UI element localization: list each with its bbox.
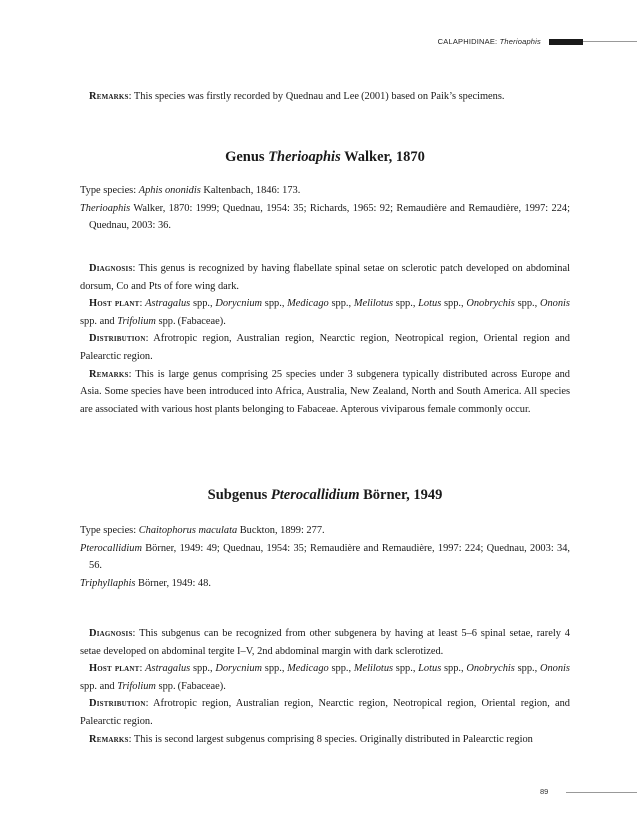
- host-name: Astragalus: [145, 663, 191, 675]
- host-suffix: spp.,: [190, 298, 216, 310]
- host-plant-heading: Host plant: [89, 663, 140, 675]
- running-head: [0, 36, 637, 48]
- distribution-heading: Distribution: [89, 333, 146, 345]
- host-plant-heading: Host plant: [89, 298, 140, 310]
- host-suffix: spp.,: [393, 663, 419, 675]
- distribution-text: : Afrotropic region, Australian region, Nearctic region, Neotropical region, Oriental region, and Palearctic region.: [80, 698, 570, 727]
- host-suffix: spp.,: [328, 298, 354, 310]
- subgenus-synonym: [80, 575, 570, 593]
- host-suffix: spp.,: [262, 298, 288, 310]
- host-suffix: spp.,: [514, 663, 540, 675]
- host-name: Onobrychis: [466, 663, 515, 675]
- footer-rule: [566, 792, 637, 793]
- host-name: Trifolium: [117, 680, 156, 692]
- remarks-paragraph: [80, 88, 570, 106]
- genus-title: [80, 147, 570, 167]
- host-name: Lotus: [418, 298, 442, 310]
- genus-title-pre: Genus: [225, 149, 269, 165]
- subgenus-title-pre: Subgenus: [207, 487, 271, 503]
- remarks-text: : This is second largest subgenus comprising 8 species. Originally distributed in Palearctic region: [128, 733, 533, 745]
- remarks-text: : This species was firstly recorded by Quednau and Lee (2001) based on Paik’s specimens.: [128, 91, 505, 102]
- subgenus-remarks: [80, 731, 570, 749]
- diagnosis-heading: Diagnosis: [89, 628, 133, 639]
- type-label: Type species:: [80, 185, 139, 196]
- host-suffix: spp. (Fabaceae).: [155, 680, 226, 692]
- distribution-heading: Distribution: [89, 698, 146, 710]
- host-name: Onobrychis: [466, 298, 515, 310]
- host-suffix: spp. (Fabaceae).: [155, 315, 226, 327]
- host-suffix: spp.,: [441, 663, 467, 675]
- host-suffix: spp.,: [441, 298, 467, 310]
- genus-synonym: [80, 200, 570, 235]
- subgenus-diagnosis: [80, 625, 570, 660]
- host-suffix: spp.,: [393, 298, 419, 310]
- remarks-heading: Remarks: [89, 91, 129, 102]
- host-sep: :: [139, 298, 146, 310]
- running-head-rule: [583, 41, 637, 42]
- diagnosis-text: : This subgenus can be recognized from other subgenera by having at least 5–6 spinal setae, rarely 4 setae developed on abdominal tergite I–V, 2nd abdominal margin with dark sclerotized.: [80, 628, 570, 657]
- host-name: Ononis: [539, 298, 570, 310]
- host-name: Ononis: [539, 663, 570, 675]
- running-head-text: [438, 36, 541, 48]
- genus-host-plant: [80, 295, 570, 330]
- type-name: Chaitophorus maculata: [138, 525, 238, 536]
- subgenus-details: [80, 625, 570, 748]
- synonym-citation: Börner, 1949: 49; Quednau, 1954: 35; Remaudière and Remaudière, 1997: 224; Quednau, 2003: 34, 56.: [89, 542, 570, 572]
- host-suffix: spp. and: [80, 680, 118, 692]
- host-suffix: spp.,: [262, 663, 288, 675]
- type-citation: Kaltenbach, 1846: 173.: [200, 185, 301, 196]
- host-name: Melilotus: [353, 298, 394, 310]
- diagnosis-text: : This genus is recognized by having flabellate spinal setae on sclerotic patch developed on abdominal dorsum, Co and Pts of fore wing dark.: [80, 263, 570, 292]
- synonym-name: Pterocallidium: [80, 542, 142, 554]
- host-name: Astragalus: [145, 298, 191, 310]
- subgenus-host-plant: [80, 660, 570, 695]
- host-suffix: spp.,: [514, 298, 540, 310]
- host-sep: :: [139, 663, 146, 675]
- diagnosis-heading: Diagnosis: [89, 263, 133, 274]
- type-label: Type species:: [80, 525, 139, 536]
- subgenus-title: [80, 485, 570, 505]
- genus-title-author: Walker, 1870: [340, 149, 425, 165]
- host-suffix: spp. and: [80, 315, 118, 327]
- host-suffix: spp.,: [328, 663, 354, 675]
- running-head-bar: [549, 39, 583, 45]
- host-name: Medicago: [287, 298, 329, 310]
- genus-distribution: [80, 330, 570, 365]
- type-citation: Buckton, 1899: 277.: [237, 525, 325, 536]
- subgenus-synonymy: [80, 522, 570, 592]
- genus-remarks: [80, 366, 570, 419]
- running-head-genus: Therioaphis: [499, 37, 541, 46]
- remarks-text: : This is large genus comprising 25 species under 3 subgenera typically distributed across Europe and Asia. Some species have been introduced into Africa, Australia, New Zealand, North and South America. All species are associated with various host plants belonging to Fabaceae. Apterous viviparous female commonly occur.: [80, 368, 570, 415]
- host-name: Trifolium: [117, 315, 156, 327]
- synonym-name: Triphyllaphis: [80, 577, 136, 589]
- synonym-citation: Walker, 1870: 1999; Quednau, 1954: 35; Richards, 1965: 92; Remaudière and Remaudière, 1997: 224; Quednau, 2003: 36.: [89, 202, 570, 232]
- type-name: Aphis ononidis: [138, 185, 201, 196]
- host-name: Dorycnium: [215, 298, 263, 310]
- running-head-label: CALAPHIDINAE:: [437, 37, 500, 46]
- synonym-name: Therioaphis: [80, 202, 131, 214]
- synonym-citation: Börner, 1949: 48.: [135, 577, 211, 589]
- genus-diagnosis: [80, 260, 570, 295]
- subgenus-synonym: [80, 540, 570, 575]
- host-name: Lotus: [418, 663, 442, 675]
- host-suffix: spp.,: [190, 663, 216, 675]
- remarks-top: [80, 88, 570, 106]
- distribution-text: : Afrotropic region, Australian region, Nearctic region, Neotropical region, Oriental region and Palearctic region.: [80, 333, 570, 362]
- host-name: Medicago: [287, 663, 329, 675]
- host-name: Dorycnium: [215, 663, 263, 675]
- remarks-heading: Remarks: [89, 368, 129, 380]
- remarks-heading: Remarks: [89, 733, 129, 745]
- subgenus-title-author: Börner, 1949: [359, 487, 443, 503]
- subgenus-type-species: [80, 522, 570, 540]
- subgenus-distribution: [80, 695, 570, 730]
- genus-type-species: [80, 182, 570, 200]
- page-number: 89: [540, 787, 549, 796]
- subgenus-title-name: Pterocallidium: [270, 487, 360, 503]
- host-name: Melilotus: [353, 663, 394, 675]
- genus-details: [80, 260, 570, 418]
- genus-title-name: Therioaphis: [268, 149, 341, 165]
- genus-synonymy: [80, 182, 570, 235]
